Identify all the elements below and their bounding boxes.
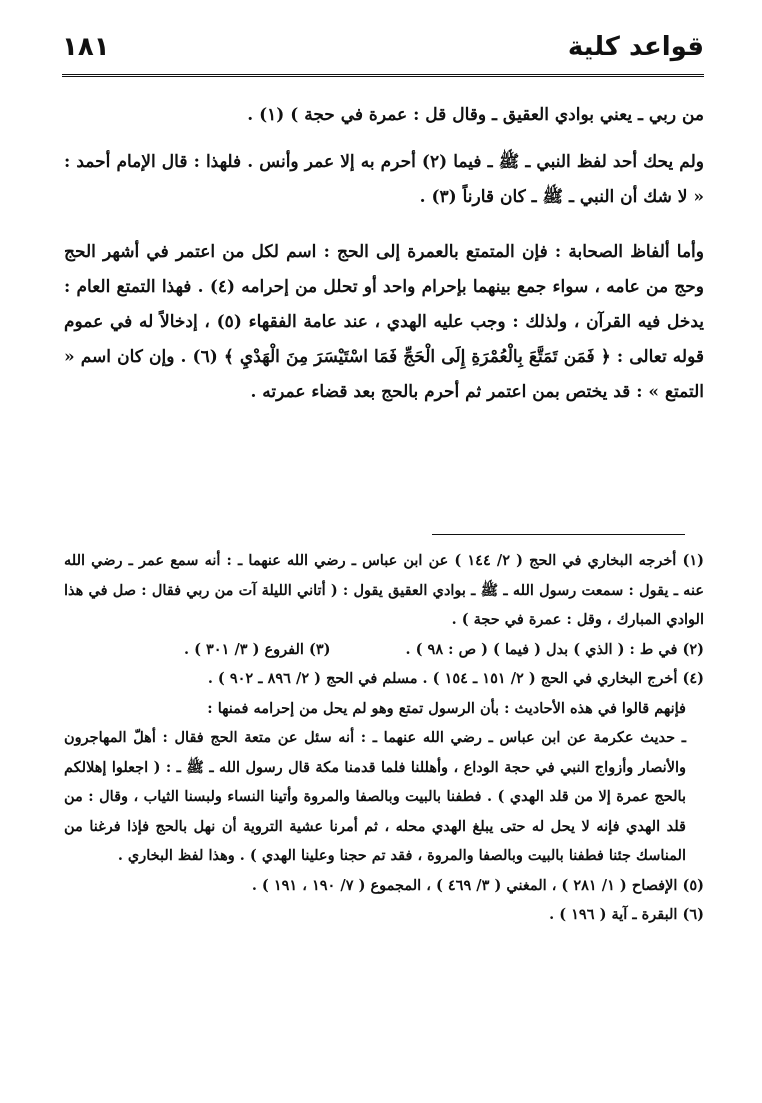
footnotes bbox=[64, 546, 704, 930]
footnote-4-hadith: ـ حديث عكرمة عن ابن عباس ـ رضي الله عنهما ـ : أنه سئل عن متعة الحج فقال : أهلّ المهاجرون والأنصار وأزواج النبي في حجة الوداع ، وأهللنا فلما قدمنا مكة قال رسول الله ـ ﷺ ـ : ( اجعلوا إهلالكم بالحج عمرة إلا من قلد الهدي ) . فطفنا بالبيت وبالصفا والمروة وأتينا النساء ولبسنا الثياب ، وقال : من قلد الهدي فإنه لا يحل له حتى يبلغ الهدي محله ، ثم أمرنا عشية التروية أن نهل بالحج فإذا فرغنا من المناسك جئنا فطفنا بالبيت وبالصفا والمروة ، فقد تم حجنا وعلينا الهدي ) . وهذا لفظ البخاري . bbox=[64, 729, 686, 864]
footnote-2: (٢) في ط : ( الذي ) بدل ( فيما ) ( ص : ٩٨ ) . bbox=[405, 640, 704, 658]
paragraph: ولم يحك أحد لفظ النبي ـ ﷺ ـ فيما (٢) أحرم به إلا عمر وأنس . فلهذا : قال الإمام أحمد : « لا شك أن النبي ـ ﷺ ـ كان قارناً (٣) . bbox=[64, 152, 704, 207]
paragraph: من ربي ـ يعني بوادي العقيق ـ وقال قل : عمرة في حجة ) (١) . bbox=[247, 105, 704, 125]
page-header bbox=[62, 28, 704, 77]
footnote-4: (٤) أخرج البخاري في الحج ( ٢/ ١٥١ ـ ١٥٤ ) . مسلم في الحج ( ٢/ ٨٩٦ ـ ٩٠٢ ) . bbox=[207, 670, 704, 687]
footnote-separator bbox=[432, 534, 685, 535]
paragraph: وأما ألفاظ الصحابة : فإن المتمتع بالعمرة إلى الحج : اسم لكل من اعتمر في أشهر الحج وحج من عامه ، سواء جمع بينهما بإحرام واحد أو تحلل من إحرامه (٤) . فهذا التمتع العام : يدخل فيه القرآن ، ولذلك : وجب عليه الهدي ، عند عامة الفقهاء (٥) ، إدخالاً له في عموم قوله تعالى : ﴿ فَمَن تَمَتَّعَ بِالْعُمْرَةِ إِلَى الْحَجِّ فَمَا اسْتَيْسَرَ مِنَ الْهَدْيِ ﴾ (٦) . وإن كان اسم « التمتع » : قد يختص بمن اعتمر ثم أحرم بالحج بعد قضاء عمرته . bbox=[64, 242, 705, 402]
footnote-5: (٥) الإفصاح ( ١/ ٢٨١ ) ، المغني ( ٣/ ٤٦٩ ) ، المجموع ( ٧/ ١٩٠ ، ١٩١ ) . bbox=[251, 876, 704, 894]
running-title: قواعد كلية bbox=[567, 32, 704, 62]
footnote-3: (٣) الفروع ( ٣/ ٣٠١ ) . bbox=[184, 640, 331, 658]
main-text bbox=[64, 98, 704, 422]
footnote-6: (٦) البقرة ـ آية ( ١٩٦ ) . bbox=[549, 906, 704, 923]
footnote-4-continuation: فإنهم قالوا في هذه الأحاديث : بأن الرسول تمتع وهو لم يحل من إحرامه فمنها : bbox=[207, 699, 686, 717]
footnote-line-2-3 bbox=[64, 635, 704, 665]
page-number: ١٨١ bbox=[62, 32, 110, 62]
footnote-1: (١) أخرجه البخاري في الحج ( ٢/ ١٤٤ ) عن ابن عباس ـ رضي الله عنهما ـ : أنه سمع عمر ـ رضي الله عنه ـ يقول : سمعت رسول الله ـ ﷺ ـ بوادي العقيق يقول : ( أتاني الليلة آت من ربي فقال : صل في هذا الوادي المبارك ، وقل : عمرة في حجة ) . bbox=[64, 552, 704, 628]
